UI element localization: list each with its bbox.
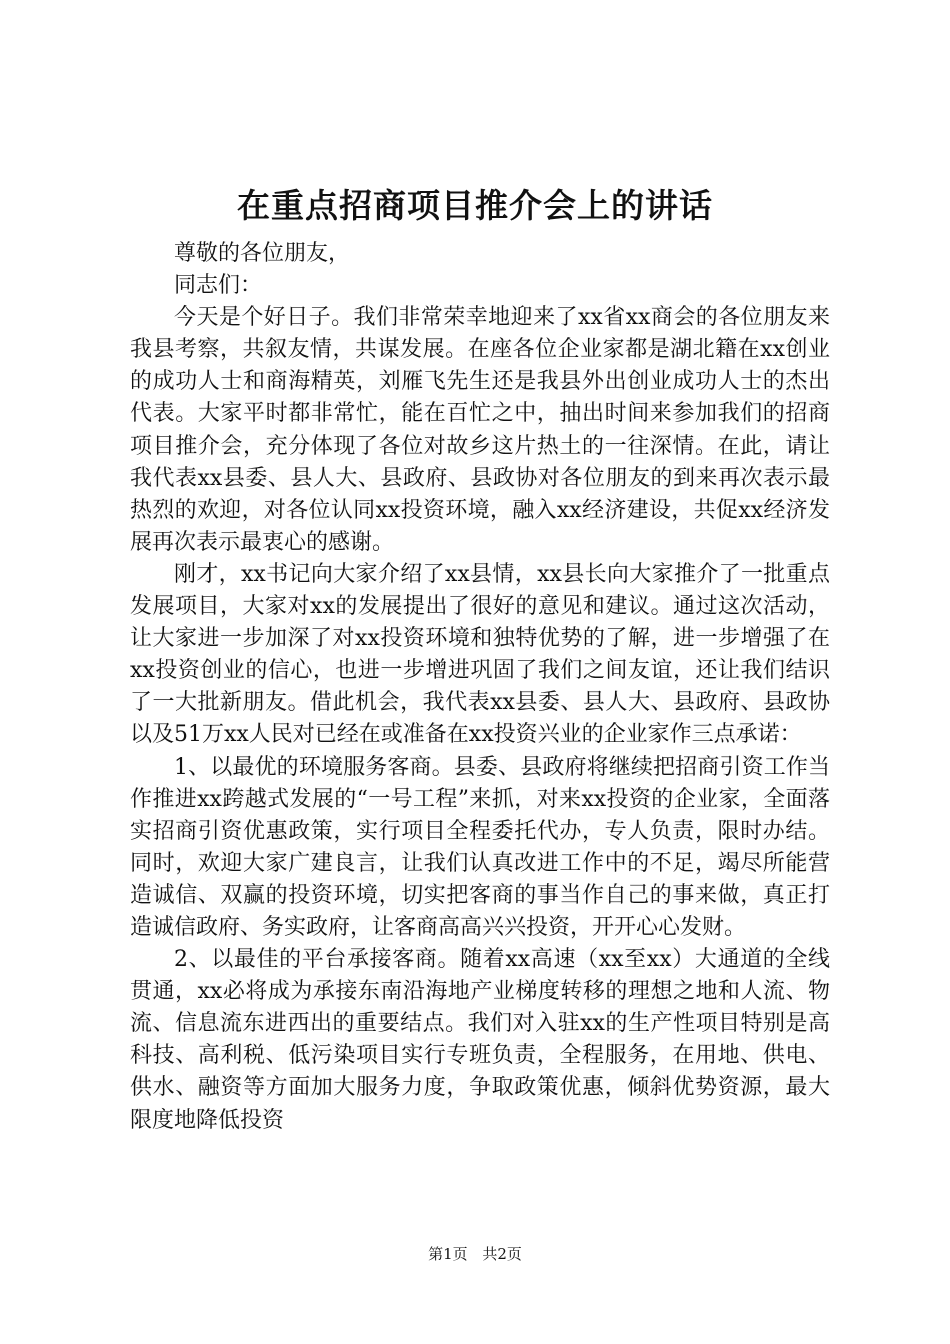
document-body — [130, 238, 830, 1137]
paragraph-commitment-1: 1、以最优的环境服务客商。县委、县政府将继续把招商引资工作当作推进xx跨越式发展的“一号工程”来抓，对来xx投资的企业家，全面落实招商引资优惠政策，实行项目全程委托代办，专人负责，限时办结。同时，欢迎大家广建良言，让我们认真改进工作中的不足，竭尽所能营造诚信、双赢的投资环境，切实把客商的事当作自己的事来做，真正打造诚信政府、务实政府，让客商高高兴兴投资，开开心心发财。 — [130, 754, 830, 940]
page-number: 第1页 — [428, 1245, 468, 1263]
page-footer — [0, 1243, 950, 1265]
paragraph-welcome: 今天是个好日子。我们非常荣幸地迎来了xx省xx商会的各位朋友来我县考察，共叙友情，共谋发展。在座各位企业家都是湖北籍在xx创业的成功人士和商海精英，刘雁飞先生还是我县外出创业成功人士的杰出代表。大家平时都非常忙，能在百忙之中，抽出时间来参加我们的招商项目推介会，充分体现了各位对故乡这片热土的一往深情。在此，请让我代表xx县委、县人大、县政府、县政协对各位朋友的到来再次表示最热烈的欢迎，对各位认同xx投资环境，融入xx经济建设，共促xx经济发展再次表示最衷心的感谢。 — [130, 305, 830, 555]
page-total: 共2页 — [482, 1245, 522, 1263]
paragraph-commitments-intro: 刚才，xx书记向大家介绍了xx县情，xx县长向大家推介了一批重点发展项目，大家对xx的发展提出了很好的意见和建议。通过这次活动，让大家进一步加深了对xx投资环境和独特优势的了解，进一步增强了在xx投资创业的信心，也进一步增进巩固了我们之间友谊，还让我们结识了一大批新朋友。借此机会，我代表xx县委、县人大、县政府、县政协以及51万xx人民对已经在或准备在xx投资兴业的企业家作三点承诺： — [130, 561, 830, 748]
document-title: 在重点招商项目推介会上的讲话 — [237, 186, 713, 225]
paragraph-commitment-2: 2、以最佳的平台承接客商。随着xx高速（xx至xx）大通道的全线贯通，xx必将成为承接东南沿海地产业梯度转移的理想之地和人流、物流、信息流东进西出的重要结点。我们对入驻xx的生产性项目特别是高科技、高利税、低污染项目实行专班负责，全程服务，在用地、供电、供水、融资等方面加大服务力度，争取政策优惠，倾斜优势资源，最大限度地降低投资 — [130, 947, 830, 1133]
salutation-line-1: 尊敬的各位朋友， — [174, 241, 351, 266]
salutation-line-2: 同志们： — [174, 273, 263, 299]
